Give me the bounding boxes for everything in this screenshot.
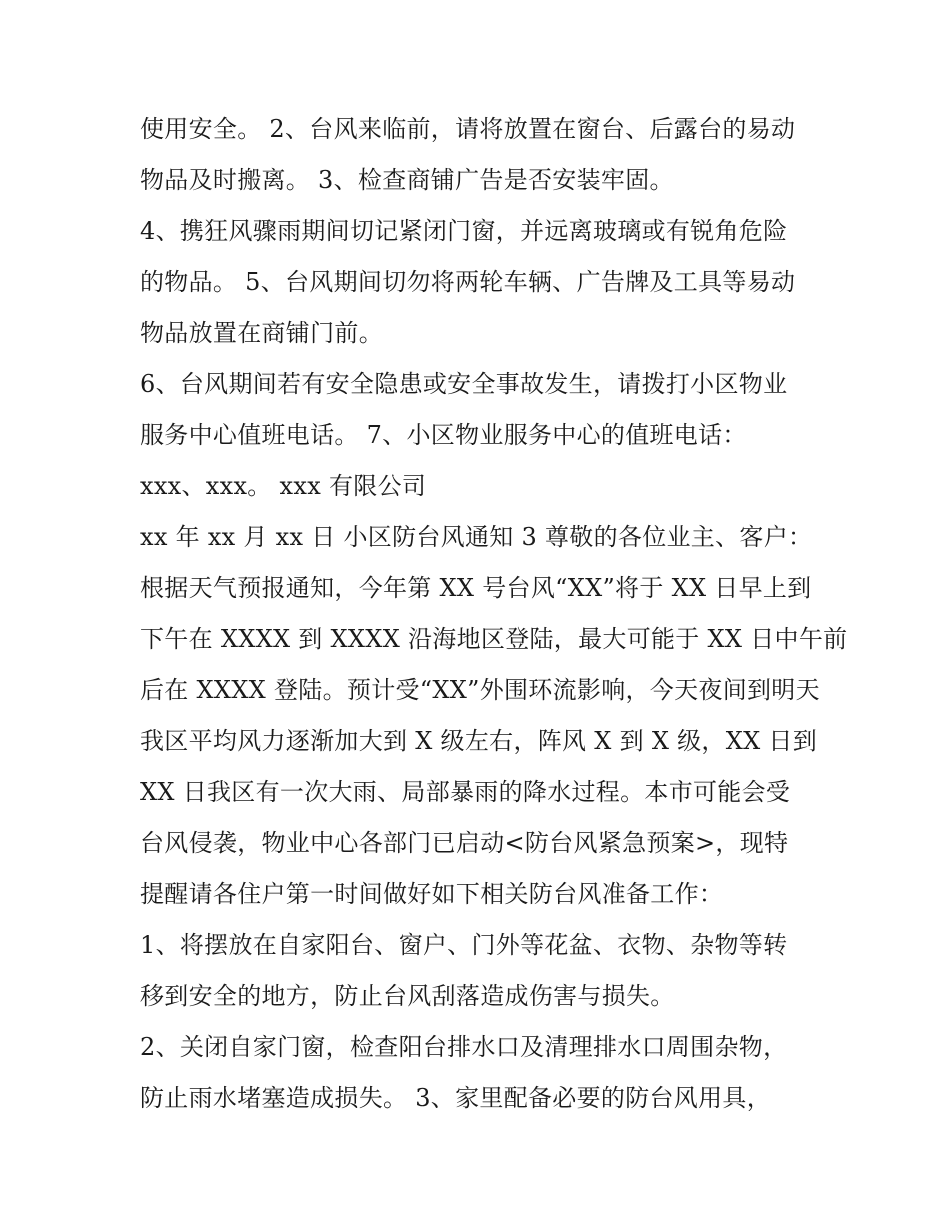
text-line-9: xx 年 xx 月 xx 日 小区防台风通知 3 尊敬的各位业主、客户：: [140, 523, 813, 551]
text-line-11: 下午在 XXXX 到 XXXX 沿海地区登陆，最大可能于 XX 日中午前: [140, 625, 848, 653]
text-line-2: 物品及时搬离。 3、检查商铺广告是否安装牢固。: [140, 166, 674, 194]
text-line-5: 物品放置在商铺门前。: [140, 319, 383, 347]
text-line-19: 2、关闭自家门窗，检查阳台排水口及清理排水口周围杂物，: [140, 1033, 788, 1061]
text-line-10: 根据天气预报通知，今年第 XX 号台风“XX”将于 XX 日早上到: [140, 574, 812, 602]
text-line-4: 的物品。 5、台风期间切勿将两轮车辆、广告牌及工具等易动: [140, 268, 796, 296]
body-text: [140, 104, 848, 1124]
text-line-20: 防止雨水堵塞造成损失。 3、家里配备必要的防台风用具，: [140, 1084, 771, 1112]
text-line-8: xxx、xxx。 xxx 有限公司: [140, 472, 427, 500]
text-line-16: 提醒请各住户第一时间做好如下相关防台风准备工作：: [140, 880, 724, 908]
text-line-7: 服务中心值班电话。 7、小区物业服务中心的值班电话：: [140, 421, 747, 449]
text-line-12: 后在 XXXX 登陆。预计受“XX”外围环流影响，今天夜间到明天: [140, 676, 820, 704]
text-line-15: 台风侵袭，物业中心各部门已启动<防台风紧急预案>，现特: [140, 829, 789, 857]
text-line-3: 4、携狂风骤雨期间切记紧闭门窗，并远离玻璃或有锐角危险: [140, 217, 788, 245]
text-line-17: 1、将摆放在自家阳台、窗户、门外等花盆、衣物、杂物等转: [140, 931, 788, 959]
text-line-13: 我区平均风力逐渐加大到 X 级左右，阵风 X 到 X 级，XX 日到: [140, 727, 818, 755]
text-line-6: 6、台风期间若有安全隐患或安全事故发生，请拨打小区物业: [140, 370, 788, 398]
text-line-18: 移到安全的地方，防止台风刮落造成伤害与损失。: [140, 982, 675, 1010]
text-line-14: XX 日我区有一次大雨、局部暴雨的降水过程。本市可能会受: [140, 778, 791, 806]
text-line-1: 使用安全。 2、台风来临前，请将放置在窗台、后露台的易动: [140, 115, 796, 143]
